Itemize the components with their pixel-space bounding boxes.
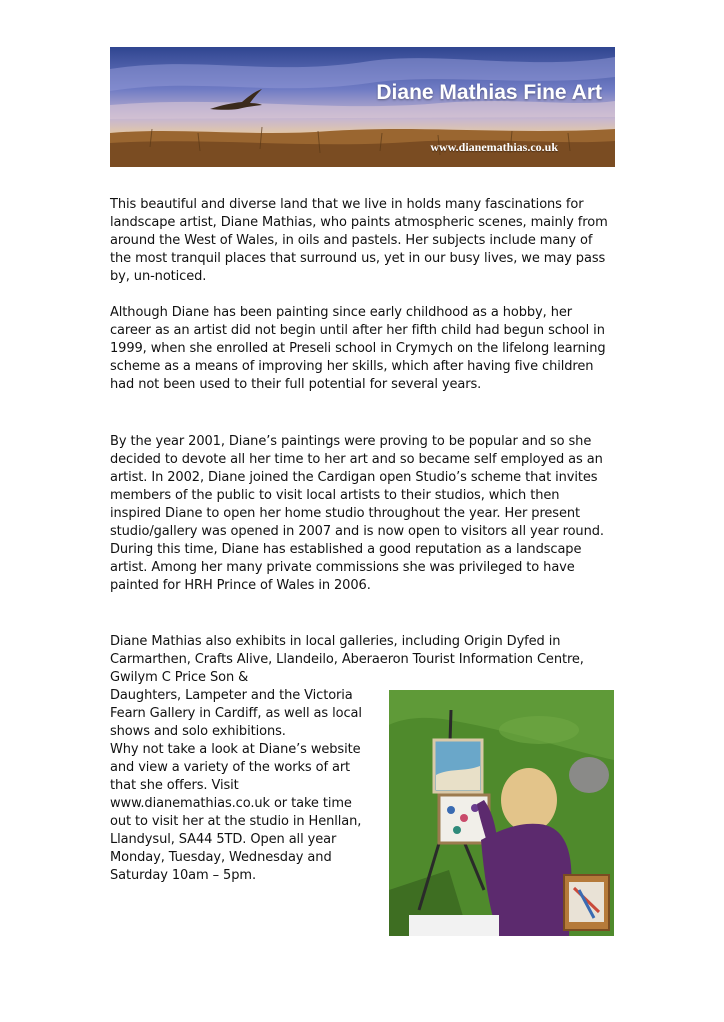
banner-title: Diane Mathias Fine Art	[376, 81, 602, 104]
artist-painting-photo	[389, 690, 614, 936]
paragraph-text: This beautiful and diverse land that we live in holds many fascinations for landscape artist, Diane Mathias, who paints atmospheric scenes, mainly from around the West of Wales, in oils and pastels. Her subjects include many of the most tranquil places that surround us, yet in our busy lives, we may pass by, un-noticed.	[110, 197, 608, 284]
studio-paragraph	[110, 433, 614, 595]
paragraph-text: Daughters, Lampeter and the Victoria Fearn Gallery in Cardiff, as well as local shows and solo exhibitions.	[110, 688, 362, 739]
intro-paragraph	[110, 196, 614, 286]
career-paragraph	[110, 304, 614, 394]
banner-website-url[interactable]: www.dianemathias.co.uk	[430, 140, 558, 154]
visit-paragraph: Why not take a look at Diane’s website and view a variety of the works of art that she offers. Visit www.dianemathias.co.uk or take time out to visit her at the studio in Henllan, Llandysul, SA44 5TD. Open all year Monday, Tuesday, Wednesday and Saturday 10am – 5pm.	[110, 742, 362, 883]
header-banner	[110, 47, 615, 167]
paragraph-text: Although Diane has been painting since early childhood as a hobby, her career as an artist did not begin until after her fifth child had begun school in 1999, when she enrolled at Preseli school in Crymych on the lifelong learning scheme as a means of improving her skills, which after having five children had not been used to their full potential for several years.	[110, 305, 606, 392]
paragraph-text: Diane Mathias also exhibits in local galleries, including Origin Dyfed in Carmarthen, Crafts Alive, Llandeilo, Aberaeron Tourist Information Centre, Gwilym C Price Son &	[110, 634, 584, 685]
paragraph-text: By the year 2001, Diane’s paintings were proving to be popular and so she decided to devote all her time to her art and so became self employed as an artist. In 2002, Diane joined the Cardigan open Studio’s scheme that invites members of the public to visit local artists to their studios, which then inspired Diane to open her home studio throughout the year. Her present studio/gallery was opened in 2007 and is now open to visitors all year round. During this time, Diane has established a good reputation as a landscape artist. Among her many private commissions she was privileged to have painted for HRH Prince of Wales in 2006.	[110, 434, 604, 593]
